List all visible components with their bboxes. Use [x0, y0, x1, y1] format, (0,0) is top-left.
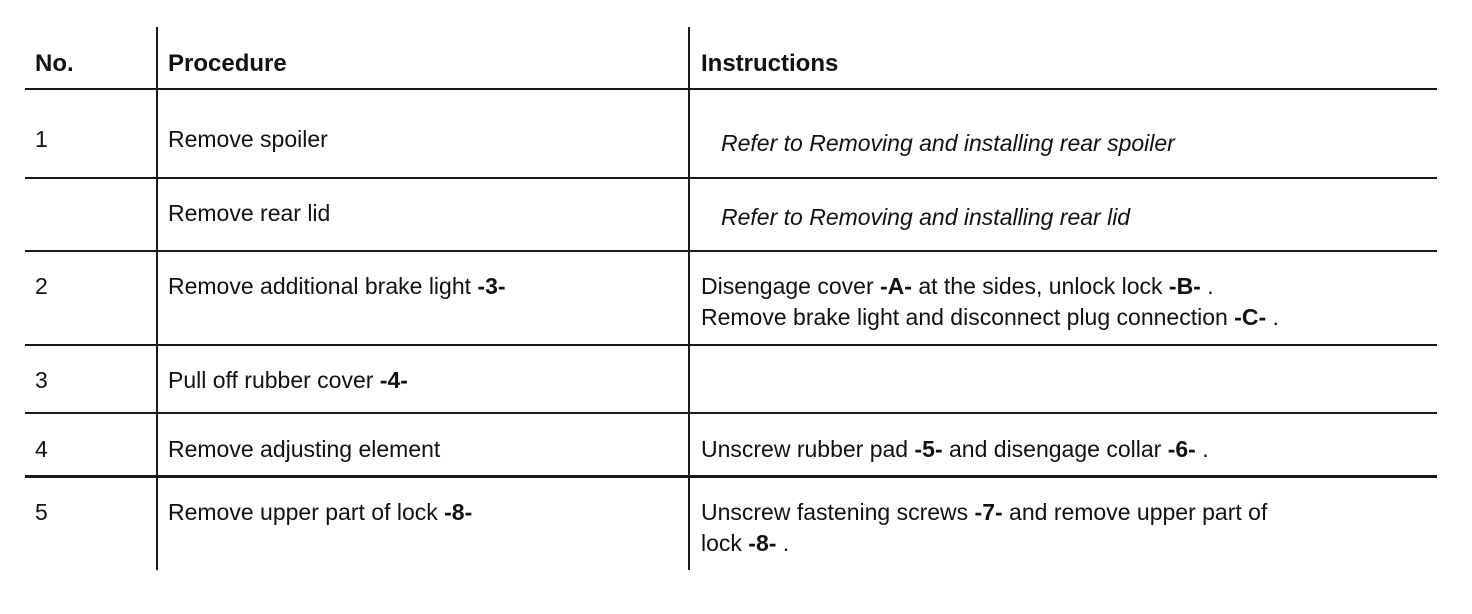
instr-ref: -A-	[880, 273, 912, 299]
instr-text: lock	[701, 530, 749, 556]
column-divider-2	[688, 27, 690, 570]
row-5-instruction-line-2	[701, 528, 789, 559]
instr-ref: -B-	[1168, 273, 1201, 299]
row-3-no: 3	[35, 367, 48, 393]
row-2-instruction-line-1	[701, 271, 1214, 302]
row-3-procedure-text: Pull off rubber cover	[168, 367, 374, 393]
row-rule-4	[25, 412, 1437, 414]
header-instructions: Instructions	[701, 50, 839, 77]
instr-ref: -C-	[1234, 304, 1267, 330]
instr-text: Unscrew fastening screws	[701, 499, 975, 525]
row-2-procedure	[168, 271, 506, 302]
instr-text: .	[776, 530, 790, 556]
row-1b-instruction-link[interactable]: Refer to Removing and installing rear lid	[721, 204, 1131, 230]
row-5-procedure	[168, 497, 472, 528]
row-5-instruction-line-1	[701, 497, 1267, 528]
header-procedure: Procedure	[168, 50, 287, 77]
header-no: No.	[35, 50, 74, 77]
instr-text: at the sides, unlock lock	[911, 273, 1169, 299]
row-1-no: 1	[35, 126, 48, 152]
instr-ref: -8-	[748, 530, 777, 556]
row-2-procedure-ref: -3-	[477, 273, 506, 299]
instr-text: and disengage collar	[942, 436, 1168, 462]
row-rule-2	[25, 250, 1437, 252]
row-3-procedure	[168, 365, 408, 396]
row-1-instruction-link[interactable]: Refer to Removing and installing rear spoiler	[721, 130, 1175, 156]
row-2-procedure-text: Remove additional brake light	[168, 273, 472, 299]
instr-text: and remove upper part of	[1002, 499, 1268, 525]
instr-ref: -5-	[914, 436, 943, 462]
row-rule-1	[25, 177, 1437, 179]
instr-text: Remove brake light and disconnect plug connection	[701, 304, 1235, 330]
instr-ref: -7-	[974, 499, 1003, 525]
row-3-procedure-ref: -4-	[379, 367, 408, 393]
row-5-no: 5	[35, 499, 48, 525]
row-5-procedure-text: Remove upper part of lock	[168, 499, 438, 525]
row-2-no: 2	[35, 273, 48, 299]
row-4-no: 4	[35, 436, 48, 462]
instr-text: .	[1200, 273, 1214, 299]
row-rule-5	[25, 475, 1437, 478]
row-1b-procedure: Remove rear lid	[168, 200, 331, 226]
instr-text: .	[1266, 304, 1279, 330]
row-4-instruction-line-1	[701, 434, 1209, 465]
column-divider-1	[156, 27, 158, 570]
instr-text: Disengage cover	[701, 273, 880, 299]
row-2-instruction-line-2	[701, 302, 1279, 333]
instr-ref: -6-	[1167, 436, 1196, 462]
instr-text: Unscrew rubber pad	[701, 436, 915, 462]
row-rule-3	[25, 344, 1437, 346]
row-5-procedure-ref: -8-	[444, 499, 473, 525]
instr-text: .	[1195, 436, 1209, 462]
row-4-procedure: Remove adjusting element	[168, 436, 441, 462]
row-1-procedure: Remove spoiler	[168, 126, 328, 152]
header-rule	[25, 88, 1437, 90]
